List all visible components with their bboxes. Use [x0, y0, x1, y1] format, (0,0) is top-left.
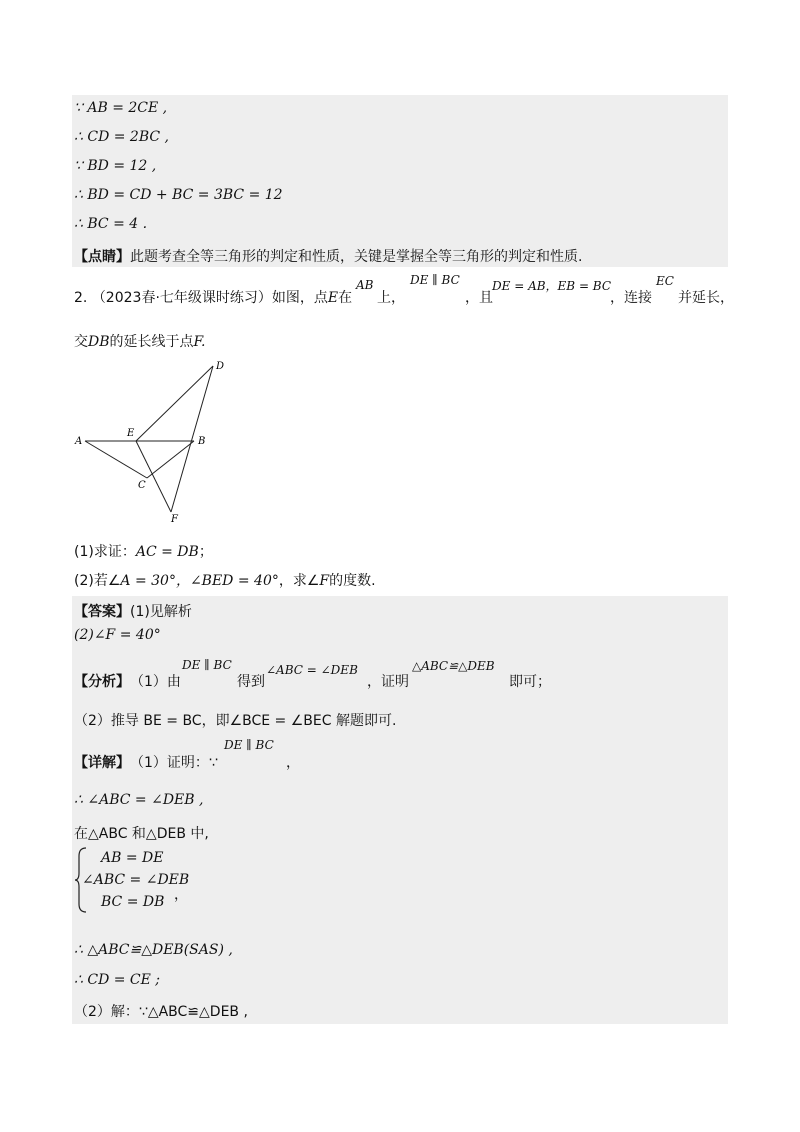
detail-math-1: DE ∥ BC — [224, 738, 274, 752]
problem-text: 交 — [74, 334, 88, 350]
analysis-text: ，证明 — [367, 674, 409, 690]
analysis-math-1: DE ∥ BC — [182, 658, 232, 672]
system-line-3: BC = DB — [101, 894, 165, 910]
analysis-math-2: ∠ABC = ∠DEB — [266, 663, 358, 677]
question-2-text: (2)若∠ — [74, 573, 121, 589]
detail-line-3: 在△ABC 和△DEB 中, — [74, 826, 209, 842]
system-line-2: ∠ABC = ∠DEB — [82, 872, 190, 888]
math-ab: AB — [356, 278, 374, 292]
question-1-math: AC = DB — [135, 544, 199, 560]
segment-ac — [85, 441, 147, 478]
math-de-bc: DE ∥ BC — [410, 273, 460, 287]
detail-line-6: （2）解：∵△ABC≌△DEB , — [74, 1004, 248, 1020]
answer-block — [72, 596, 728, 1024]
comment-tag: 【点睛】 — [74, 249, 130, 265]
detail-text: （1）证明：∵ — [130, 755, 218, 771]
analysis-math-3: △ABC≌△DEB — [412, 659, 495, 673]
segment-cb — [147, 441, 194, 478]
prev-line-1: ∵ AB = 2CE , — [74, 100, 168, 116]
detail-tag: 【详解】 — [74, 755, 130, 771]
prev-comment — [74, 246, 582, 266]
detail-line-4: ∴ △ABC≌△DEB(SAS) , — [74, 942, 233, 958]
math-db: DB — [88, 334, 110, 350]
problem-text: ，连接 — [610, 290, 652, 306]
prev-solution-block — [72, 95, 728, 267]
segment-df — [171, 366, 213, 512]
point-e: E — [327, 290, 339, 306]
answer-tag: 【答案】 — [74, 604, 130, 620]
problem-text: 并延长， — [678, 290, 734, 306]
analysis-text: （1）由 — [130, 674, 181, 690]
question-1 — [74, 541, 213, 561]
problem-source: （2023春·七年级课时练习） — [91, 290, 272, 306]
segment-ef — [136, 441, 171, 512]
question-2-end: 的度数. — [329, 573, 376, 589]
analysis-line-2: （2）推导 BE = BC，即∠BCE = ∠BEC 解题即可. — [74, 713, 397, 729]
label-e: E — [127, 428, 135, 439]
problem-line-1 — [74, 287, 352, 307]
point-f: F. — [193, 334, 206, 350]
math-condition: DE = AB，EB = BC — [492, 279, 612, 293]
detail-text: ， — [286, 755, 300, 771]
prev-line-2: ∴ CD = 2BC , — [74, 129, 169, 145]
label-f: F — [171, 514, 178, 525]
problem-text: ，且 — [465, 290, 493, 306]
question-1-text: (1)求证： — [74, 544, 136, 560]
analysis-tag: 【分析】 — [74, 674, 130, 690]
prev-line-3: ∵ BD = 12 , — [74, 158, 157, 174]
problem-text: 的延长线于点 — [109, 334, 194, 350]
figure-lines — [85, 366, 213, 512]
label-c: C — [138, 480, 146, 491]
problem-text: 在 — [338, 290, 353, 306]
analysis-text: 即可； — [509, 674, 551, 690]
prev-line-4: ∴ BD = CD + BC = 3BC = 12 — [74, 187, 283, 203]
answer-2: (2)∠F = 40° — [74, 627, 161, 643]
problem-line-2 — [74, 331, 206, 351]
label-a: A — [75, 436, 83, 447]
math-ec: EC — [656, 274, 674, 288]
label-b: B — [198, 436, 206, 447]
comment-text: 此题考查全等三角形的判定和性质，关键是掌握全等三角形的判定和性质. — [130, 249, 583, 265]
detail-line-2: ∴ ∠ABC = ∠DEB , — [74, 792, 204, 808]
question-2-math: A = 30°，∠BED = 40° — [120, 573, 279, 589]
detail-line-5: ∴ CD = CE ; — [74, 972, 161, 988]
segment-ed — [136, 366, 213, 441]
problem-text: 如图，点 — [271, 290, 328, 306]
question-2-mid: ，求∠ — [278, 573, 320, 589]
question-2 — [74, 570, 376, 590]
problem-text: 上， — [377, 290, 405, 306]
analysis-text: 得到 — [237, 674, 265, 690]
question-2-f: F — [319, 573, 330, 589]
problem-number: 2. — [74, 290, 88, 306]
answer-line-1 — [74, 601, 192, 621]
question-1-end: ； — [198, 544, 213, 560]
prev-line-5: ∴ BC = 4 . — [74, 216, 148, 232]
label-d: D — [216, 361, 225, 372]
answer-1: (1)见解析 — [130, 604, 192, 620]
system-line-1: AB = DE — [101, 850, 164, 866]
system-end: ， — [174, 887, 188, 903]
